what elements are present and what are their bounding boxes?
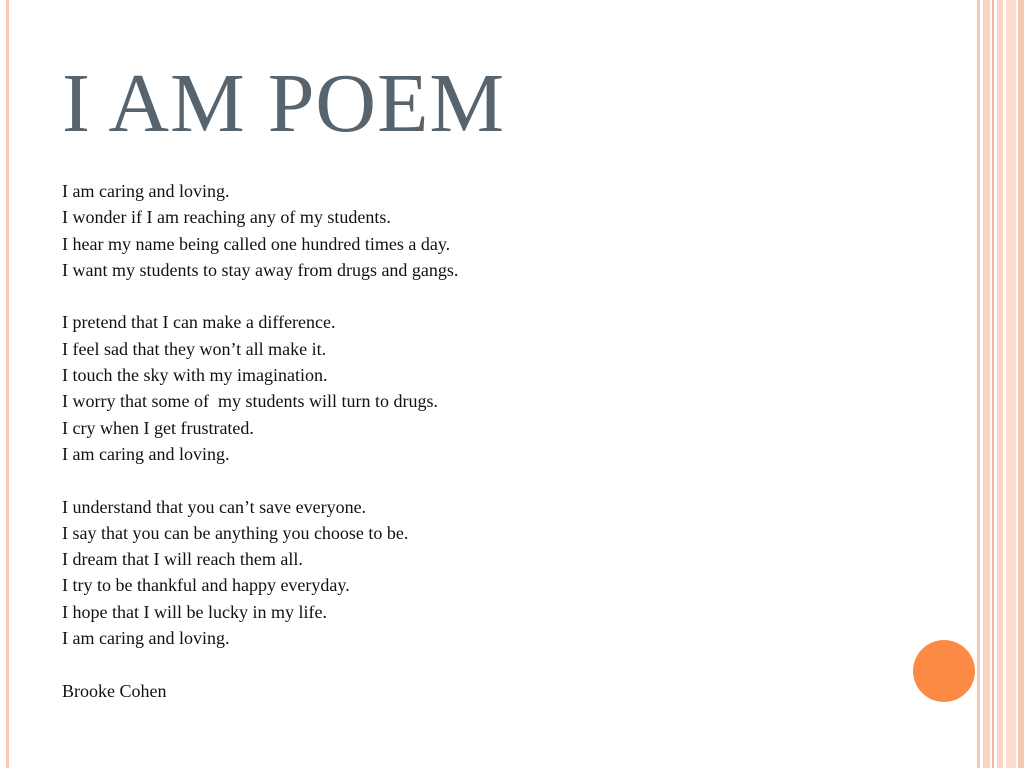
left-border-line <box>6 0 9 768</box>
stanza-gap <box>62 283 882 309</box>
poem-line: I am caring and loving. <box>62 443 230 464</box>
right-stripe <box>1006 0 1016 768</box>
poem-line: I am caring and loving. <box>62 181 230 201</box>
right-stripe <box>983 0 990 768</box>
stanza-gap <box>62 467 882 493</box>
right-stripe <box>977 0 980 768</box>
poem-line: I understand that you can’t save everyone. <box>62 496 367 517</box>
accent-circle-icon <box>913 640 975 702</box>
poem-line: I say that you can be anything you choose to be. <box>62 522 409 543</box>
poem-line: I hope that I will be lucky in my life. <box>62 601 327 622</box>
stanza-gap <box>62 651 882 677</box>
poem-line: I touch the sky with my imagination. <box>62 365 328 386</box>
right-stripe <box>992 0 994 768</box>
slide-title: I AM POEM <box>62 57 506 150</box>
poem-body <box>62 178 882 704</box>
poem-line: I worry that some of my students will turn to drugs. <box>62 391 438 412</box>
poem-line: I cry when I get frustrated. <box>62 417 254 438</box>
poem-line: I want my students to stay away from drugs and gangs. <box>62 259 459 280</box>
poem-line: I hear my name being called one hundred times a day. <box>62 233 451 254</box>
poem-line: I feel sad that they won’t all make it. <box>62 338 327 359</box>
poem-author: Brooke Cohen <box>62 680 167 701</box>
right-stripe <box>997 0 1003 768</box>
poem-line: I wonder if I am reaching any of my students. <box>62 207 391 228</box>
right-stripe <box>1018 0 1024 768</box>
poem-line: I dream that I will reach them all. <box>62 549 303 570</box>
poem-line: I try to be thankful and happy everyday. <box>62 575 350 596</box>
poem-line: I pretend that I can make a difference. <box>62 312 336 333</box>
poem-line: I am caring and loving. <box>62 628 230 649</box>
